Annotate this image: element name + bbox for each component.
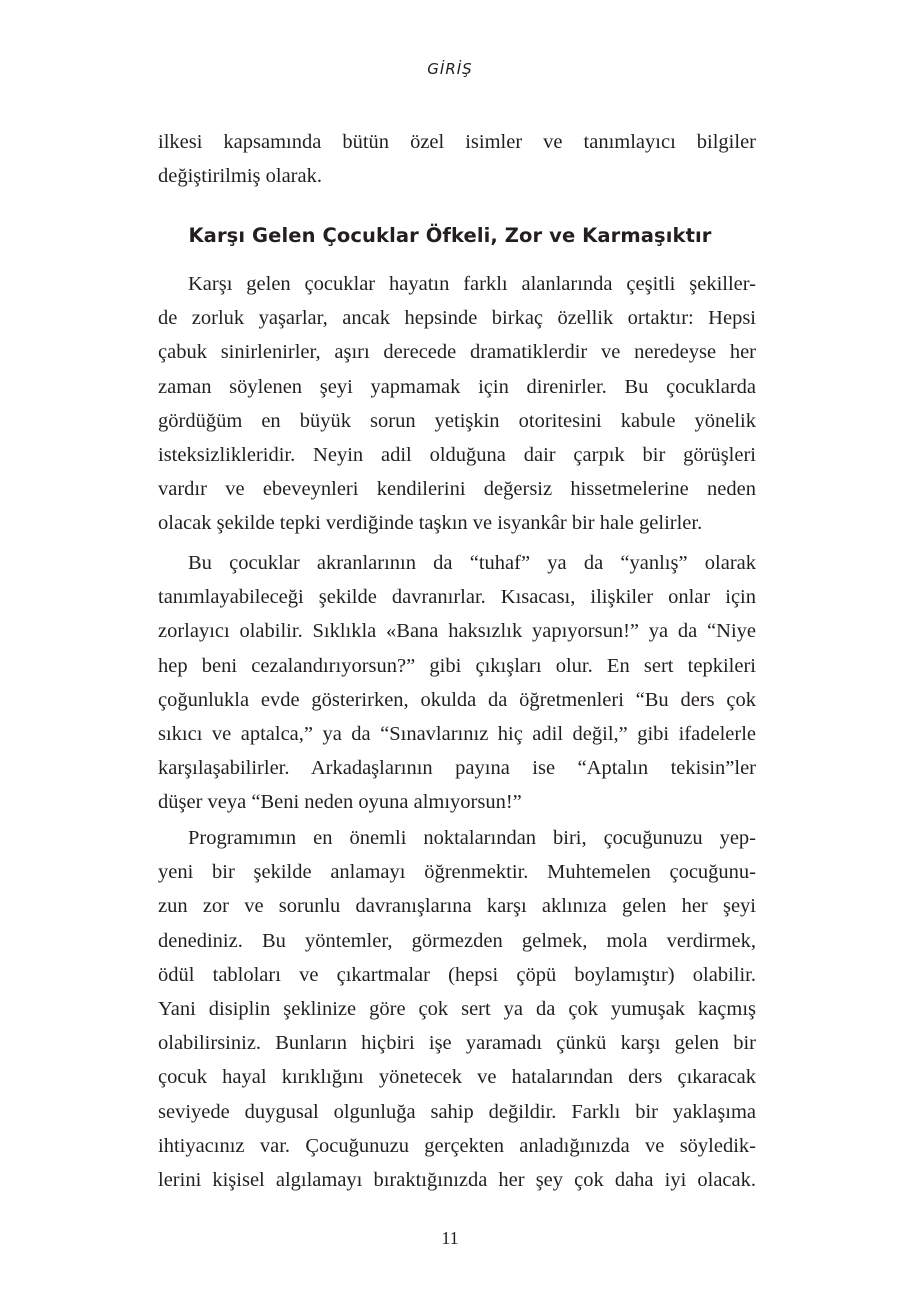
text-line: zorlayıcı olabilir. Sıklıkla «Bana haksızlık yapıyorsun!” ya da “Niye <box>158 620 756 643</box>
text-line: düşer veya “Beni neden oyuna almıyorsun!” <box>158 791 522 814</box>
text-line: tanımlayabileceği şekilde davranırlar. Kısacası, ilişkiler onlar için <box>158 586 756 609</box>
body-paragraph-1 <box>158 267 756 541</box>
text-line: seviyede duygusal olgunluğa sahip değildir. Farklı bir yaklaşıma <box>158 1100 756 1123</box>
text-line: çabuk sinirlenirler, aşırı derecede dramatiklerdir ve neredeyse her <box>158 341 756 364</box>
text-line: olacak şekilde tepki verdiğinde taşkın ve isyankâr bir hale gelirler. <box>158 512 703 535</box>
text-line: ödül tabloları ve çıkartmalar (hepsi çöpü boylamıştır) olabilir. <box>158 963 756 986</box>
text-line: Programımın en önemli noktalarından biri, çocuğunuzu yep- <box>188 827 756 849</box>
text-line: lerini kişisel algılamayı bıraktığınızda her şey çok daha iyi olacak. <box>158 1168 756 1191</box>
text-line: yeni bir şekilde anlamayı öğrenmektir. Muhtemelen çocuğunu- <box>158 861 756 884</box>
body-paragraph-2 <box>158 546 756 820</box>
text-line: gördüğüm en büyük sorun yetişkin otoritesini kabule yönelik <box>158 409 756 432</box>
text-line: Karşı gelen çocuklar hayatın farklı alanlarında çeşitli şekiller- <box>188 273 756 295</box>
text-line: sıkıcı ve aptalca,” ya da “Sınavlarınız hiç adil değil,” gibi ifadelerle <box>158 722 756 745</box>
intro-paragraph <box>158 125 756 193</box>
text-line: karşılaşabilirler. Arkadaşlarının payına ise “Aptalın tekisin”ler <box>158 757 756 780</box>
text-line: olabilirsiniz. Bunların hiçbiri işe yaramadı çünkü karşı gelen bir <box>158 1032 756 1055</box>
text-line: Bu çocuklar akranlarının da “tuhaf” ya da “yanlış” olarak <box>188 552 756 574</box>
page-number: 11 <box>441 1228 459 1248</box>
text-line: çocuk hayal kırıklığını yönetecek ve hatalarından ders çıkaracak <box>158 1066 756 1089</box>
text-line: ilkesi kapsamında bütün özel isimler ve tanımlayıcı bilgiler <box>158 131 756 153</box>
text-line: ihtiyacınız var. Çocuğunuzu gerçekten anladığınızda ve söyledik- <box>158 1134 756 1157</box>
text-line: zun zor ve sorunlu davranışlarına karşı aklınıza gelen her şeyi <box>158 895 756 918</box>
text-line: isteksizlikleridir. Neyin adil olduğuna dair çarpık bir görüşleri <box>158 443 756 466</box>
text-line: hep beni cezalandırıyorsun?” gibi çıkışları olur. En sert tepkileri <box>158 654 756 677</box>
body-paragraph-3 <box>158 821 756 1197</box>
text-line: zaman söylenen şeyi yapmamak için direnirler. Bu çocuklarda <box>158 375 756 398</box>
running-head: GİRİŞ <box>427 60 473 78</box>
text-line: vardır ve ebeveynleri kendilerini değersiz hissetmelerine neden <box>158 478 756 501</box>
section-heading: Karşı Gelen Çocuklar Öfkeli, Zor ve Karmaşıktır <box>188 224 712 247</box>
text-line: değiştirilmiş olarak. <box>158 165 322 188</box>
text-line: denediniz. Bu yöntemler, görmezden gelmek, mola verdirmek, <box>158 929 756 952</box>
text-line: de zorluk yaşarlar, ancak hepsinde birkaç özellik ortaktır: Hepsi <box>158 307 756 330</box>
text-line: Yani disiplin şeklinize göre çok sert ya da çok yumuşak kaçmış <box>158 997 756 1020</box>
text-line: çoğunlukla evde gösterirken, okulda da öğretmenleri “Bu ders çok <box>158 688 756 711</box>
